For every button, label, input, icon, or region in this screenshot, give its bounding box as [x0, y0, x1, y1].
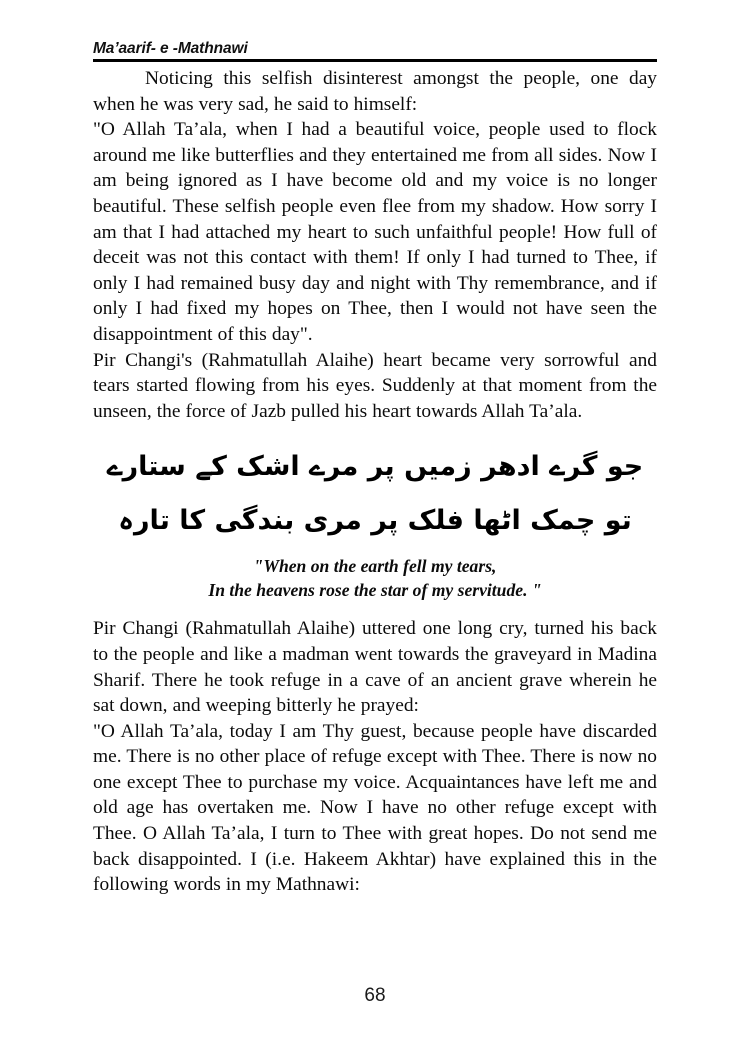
- paragraph-intro: Noticing this selfish disinterest amongst the people, one day when he was very sad, he said to himself:: [93, 68, 657, 115]
- paragraph-supplication-first: "O Allah Ta’ala, when I had a beautiful voice, people used to flock around me like butterflies and they entertained me from all sides. Now I am being ignored as I have become old and my voice is no longer beautiful. These selfish people even flee from my shadow. How sorry I am that I had attached my heart to such unfaithful people! How full of deceit was not this contact with them! If only I had turned to Thee, if only I had remained busy day and night with Thy remembrance, and if only I had fixed my hopes on Thee, then I would not have seen the disappointment of this day".: [93, 119, 657, 345]
- couplet-translation: [93, 554, 657, 602]
- urdu-couplet-line-2: تو چمک اٹھا فلک پر مری بندگی کا تارہ: [118, 505, 632, 537]
- paragraph-graveyard: Pir Changi (Rahmatullah Alaihe) uttered one long cry, turned his back to the people and like a madman went towards the graveyard in Madina Sharif. There he took refuge in a cave of an ancient grave wherein he sat down, and weeping bitterly he prayed:: [93, 618, 657, 717]
- paragraph-pir-changi-sorrow: Pir Changi's (Rahmatullah Alaihe) heart became very sorrowful and tears started flowing from his eyes. Suddenly at that moment from the unseen, the force of Jazb pulled his heart towards Allah Ta’ala.: [93, 349, 657, 422]
- paragraph-supplication-second: "O Allah Ta’ala, today I am Thy guest, because people have discarded me. There is no other place of refuge except with Thee. There is now no one except Thee to purchase my voice. Acquaintances have left me and old age has overtaken me. Now I have no other refuge except with Thee. O Allah Ta’ala, I turn to Thee with great hopes. Do not send me back disappointed. I (i.e. Hakeem Akhtar) have explained this in the following words in my Mathnawi:: [93, 720, 657, 896]
- couplet-translation-line-1: "When on the earth fell my tears,: [253, 556, 497, 577]
- urdu-couplet: [93, 440, 657, 548]
- header-divider-rule: [93, 59, 657, 62]
- page-number: 68: [364, 985, 386, 1006]
- header-book-title: Ma’aarif- e -Mathnawi: [93, 40, 248, 57]
- body-text-column: [93, 66, 657, 898]
- running-header: [93, 40, 657, 62]
- couplet-translation-line-2: In the heavens rose the star of my servitude. ": [208, 580, 542, 601]
- urdu-couplet-line-1: جو گرے ادھر زمیں پر مرے اشک کے ستارے: [106, 451, 644, 483]
